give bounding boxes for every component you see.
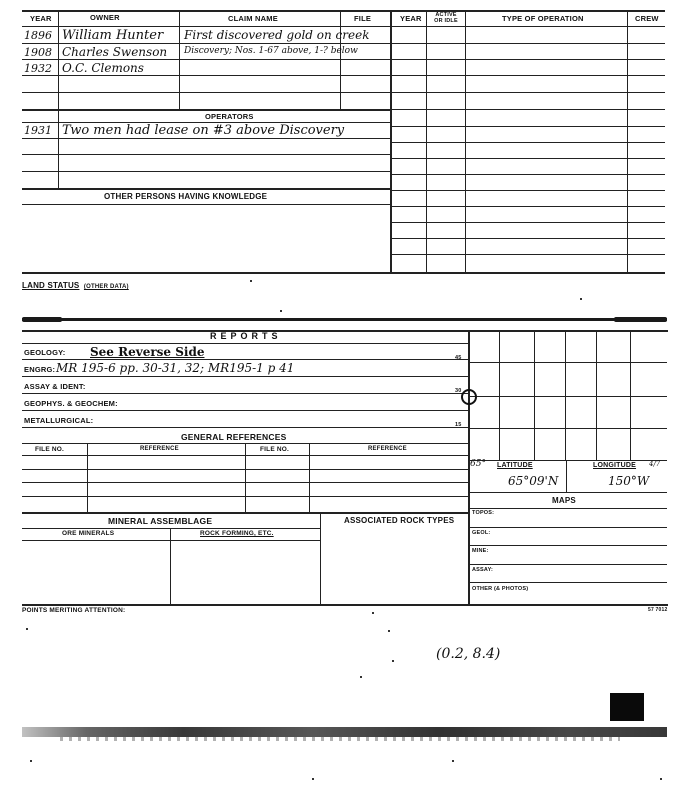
ore-minerals-header: ORE MINERALS — [62, 530, 115, 537]
lat-prefix: 65° — [470, 459, 486, 469]
speck — [580, 298, 582, 300]
row-owner: Charles Swenson — [62, 45, 168, 59]
rule — [469, 564, 667, 565]
operator-text: Two men had lease on #3 above Discovery — [62, 123, 345, 138]
rule — [22, 59, 391, 60]
rule — [22, 393, 468, 394]
rule — [22, 330, 668, 332]
engrg-value: MR 195-6 pp. 30-31, 32; MR195-1 p 41 — [56, 361, 295, 375]
rule — [391, 238, 665, 239]
rule — [391, 75, 665, 76]
latitude-label: LATITUDE — [497, 462, 533, 469]
header-year: YEAR — [30, 14, 52, 23]
rule — [22, 204, 391, 205]
assay-label: ASSAY & IDENT: — [24, 382, 86, 391]
rule — [391, 26, 665, 27]
file-no-header: FILE NO. — [260, 446, 290, 453]
rule — [391, 126, 665, 127]
maps-item: TOPOS: — [472, 510, 495, 516]
rule — [22, 75, 391, 76]
grid-line — [565, 330, 566, 460]
reference-header: REFERENCE — [140, 446, 179, 452]
row-owner: William Hunter — [62, 28, 164, 43]
coordinates-note: (0.2, 8.4) — [436, 646, 501, 662]
grid-line — [630, 330, 631, 460]
maps-item: GEOL: — [472, 530, 491, 536]
points-meriting-attention: POINTS MERITING ATTENTION: — [22, 607, 126, 614]
rule — [22, 92, 391, 93]
header-type-of-operation: TYPE OF OPERATION — [502, 14, 584, 23]
col-rule — [309, 443, 310, 512]
col-rule — [179, 10, 180, 109]
rule — [22, 359, 468, 360]
rule — [22, 512, 468, 514]
grid-line — [534, 330, 535, 460]
rule — [22, 188, 391, 190]
row-owner: O.C. Clemons — [62, 61, 144, 75]
grid-label: 15 — [455, 422, 462, 428]
longitude-note: 4/7 — [649, 460, 661, 468]
rule — [391, 272, 665, 274]
grid-line — [469, 396, 667, 397]
speck — [660, 778, 662, 780]
location-circle-icon — [461, 389, 477, 405]
col-rule — [245, 443, 246, 512]
rule — [22, 604, 668, 606]
header-active-or-idle: ACTIVE OR IDLE — [434, 12, 458, 24]
col-rule — [320, 512, 321, 604]
maps-title: MAPS — [552, 496, 576, 505]
associated-rock-types: ASSOCIATED ROCK TYPES — [344, 516, 455, 525]
header-crew: CREW — [635, 14, 659, 23]
rock-forming-header: ROCK FORMING, ETC. — [200, 530, 274, 537]
reference-header: REFERENCE — [368, 446, 407, 452]
rule — [22, 528, 320, 529]
rule — [22, 410, 468, 411]
rule — [391, 43, 665, 44]
rule — [22, 10, 391, 12]
rule — [22, 171, 391, 172]
other-persons-title: OTHER PERSONS HAVING KNOWLEDGE — [104, 192, 268, 201]
header-claim-name: CLAIM NAME — [228, 14, 278, 23]
grid-line — [469, 362, 667, 363]
grid-line — [469, 460, 667, 461]
rule — [469, 492, 667, 493]
col-rule — [627, 10, 628, 273]
row-year: 1896 — [24, 29, 52, 42]
rule — [22, 272, 392, 274]
speck — [360, 676, 362, 678]
scan-noise-band — [60, 737, 620, 741]
scan-edge-mark — [22, 317, 62, 322]
engrg-label: ENGRG: — [24, 365, 56, 374]
form-number: 57 7012 — [648, 607, 668, 613]
rule — [391, 190, 665, 191]
speck — [392, 660, 394, 662]
col-rule — [426, 10, 427, 273]
registration-mark — [610, 693, 644, 721]
rule — [469, 508, 667, 509]
longitude-label: LONGITUDE — [593, 462, 637, 469]
mineral-title: MINERAL ASSEMBLAGE — [108, 516, 213, 526]
grid-label: 30 — [455, 388, 462, 394]
rule — [391, 222, 665, 223]
geology-value: See Reverse Side — [90, 345, 205, 359]
speck — [280, 310, 282, 312]
rule — [22, 154, 391, 155]
grid-line — [469, 428, 667, 429]
speck — [250, 280, 252, 282]
rule — [391, 206, 665, 207]
rule — [469, 582, 667, 583]
rule — [391, 174, 665, 175]
speck — [372, 612, 374, 614]
rule — [22, 26, 391, 27]
row-year: 1908 — [24, 46, 52, 59]
rule — [22, 540, 320, 541]
maps-item: OTHER (& PHOTOS) — [472, 586, 529, 592]
rule — [22, 376, 468, 377]
geology-label: GEOLOGY: — [24, 348, 66, 357]
grid-line — [566, 460, 567, 492]
rule — [469, 527, 667, 528]
speck — [452, 760, 454, 762]
maps-item: MINE: — [472, 548, 489, 554]
longitude-value: 150°W — [608, 474, 650, 488]
land-status-label: LAND STATUS — [22, 281, 80, 290]
latitude-value: 65°09'N — [508, 474, 559, 488]
rule — [22, 427, 468, 428]
row-claim: Discovery; Nos. 1-67 above, 1-? below — [184, 46, 358, 56]
speck — [26, 628, 28, 630]
file-no-header: FILE NO. — [35, 446, 65, 453]
operator-year: 1931 — [24, 124, 52, 137]
rule — [22, 109, 391, 111]
geophys-label: GEOPHYS. & GEOCHEM: — [24, 399, 118, 408]
grid-line — [596, 330, 597, 460]
col-rule — [465, 10, 466, 273]
rule — [22, 138, 391, 139]
col-rule — [87, 443, 88, 512]
col-rule — [170, 528, 171, 604]
section-divider — [22, 318, 667, 321]
col-rule — [58, 10, 59, 188]
col-rule — [340, 10, 341, 109]
grid-label: 45 — [455, 355, 462, 361]
rule — [391, 254, 665, 255]
maps-item: ASSAY: — [472, 567, 494, 573]
rule — [22, 343, 468, 344]
speck — [312, 778, 314, 780]
header-owner: OWNER — [90, 13, 120, 22]
speck — [388, 630, 390, 632]
scan-edge-mark — [614, 317, 667, 322]
rule — [391, 158, 665, 159]
operators-title: OPERATORS — [205, 112, 254, 121]
row-year: 1932 — [24, 62, 52, 75]
metallurgical-label: METALLURGICAL: — [24, 416, 94, 425]
scan-noise-band — [22, 727, 667, 737]
reports-title: REPORTS — [210, 331, 282, 341]
rule — [391, 59, 665, 60]
general-refs-title: GENERAL REFERENCES — [181, 432, 287, 442]
speck — [30, 760, 32, 762]
header-file: FILE — [354, 14, 372, 23]
rule — [391, 92, 665, 93]
land-status — [22, 275, 129, 293]
rule — [469, 545, 667, 546]
rule — [391, 109, 665, 110]
rule — [22, 43, 391, 44]
header-year-2: YEAR — [400, 14, 422, 23]
land-status-sub: (OTHER DATA) — [83, 284, 129, 290]
grid-line — [499, 330, 500, 460]
row-claim: First discovered gold on creek — [184, 28, 370, 42]
rule — [391, 142, 665, 143]
